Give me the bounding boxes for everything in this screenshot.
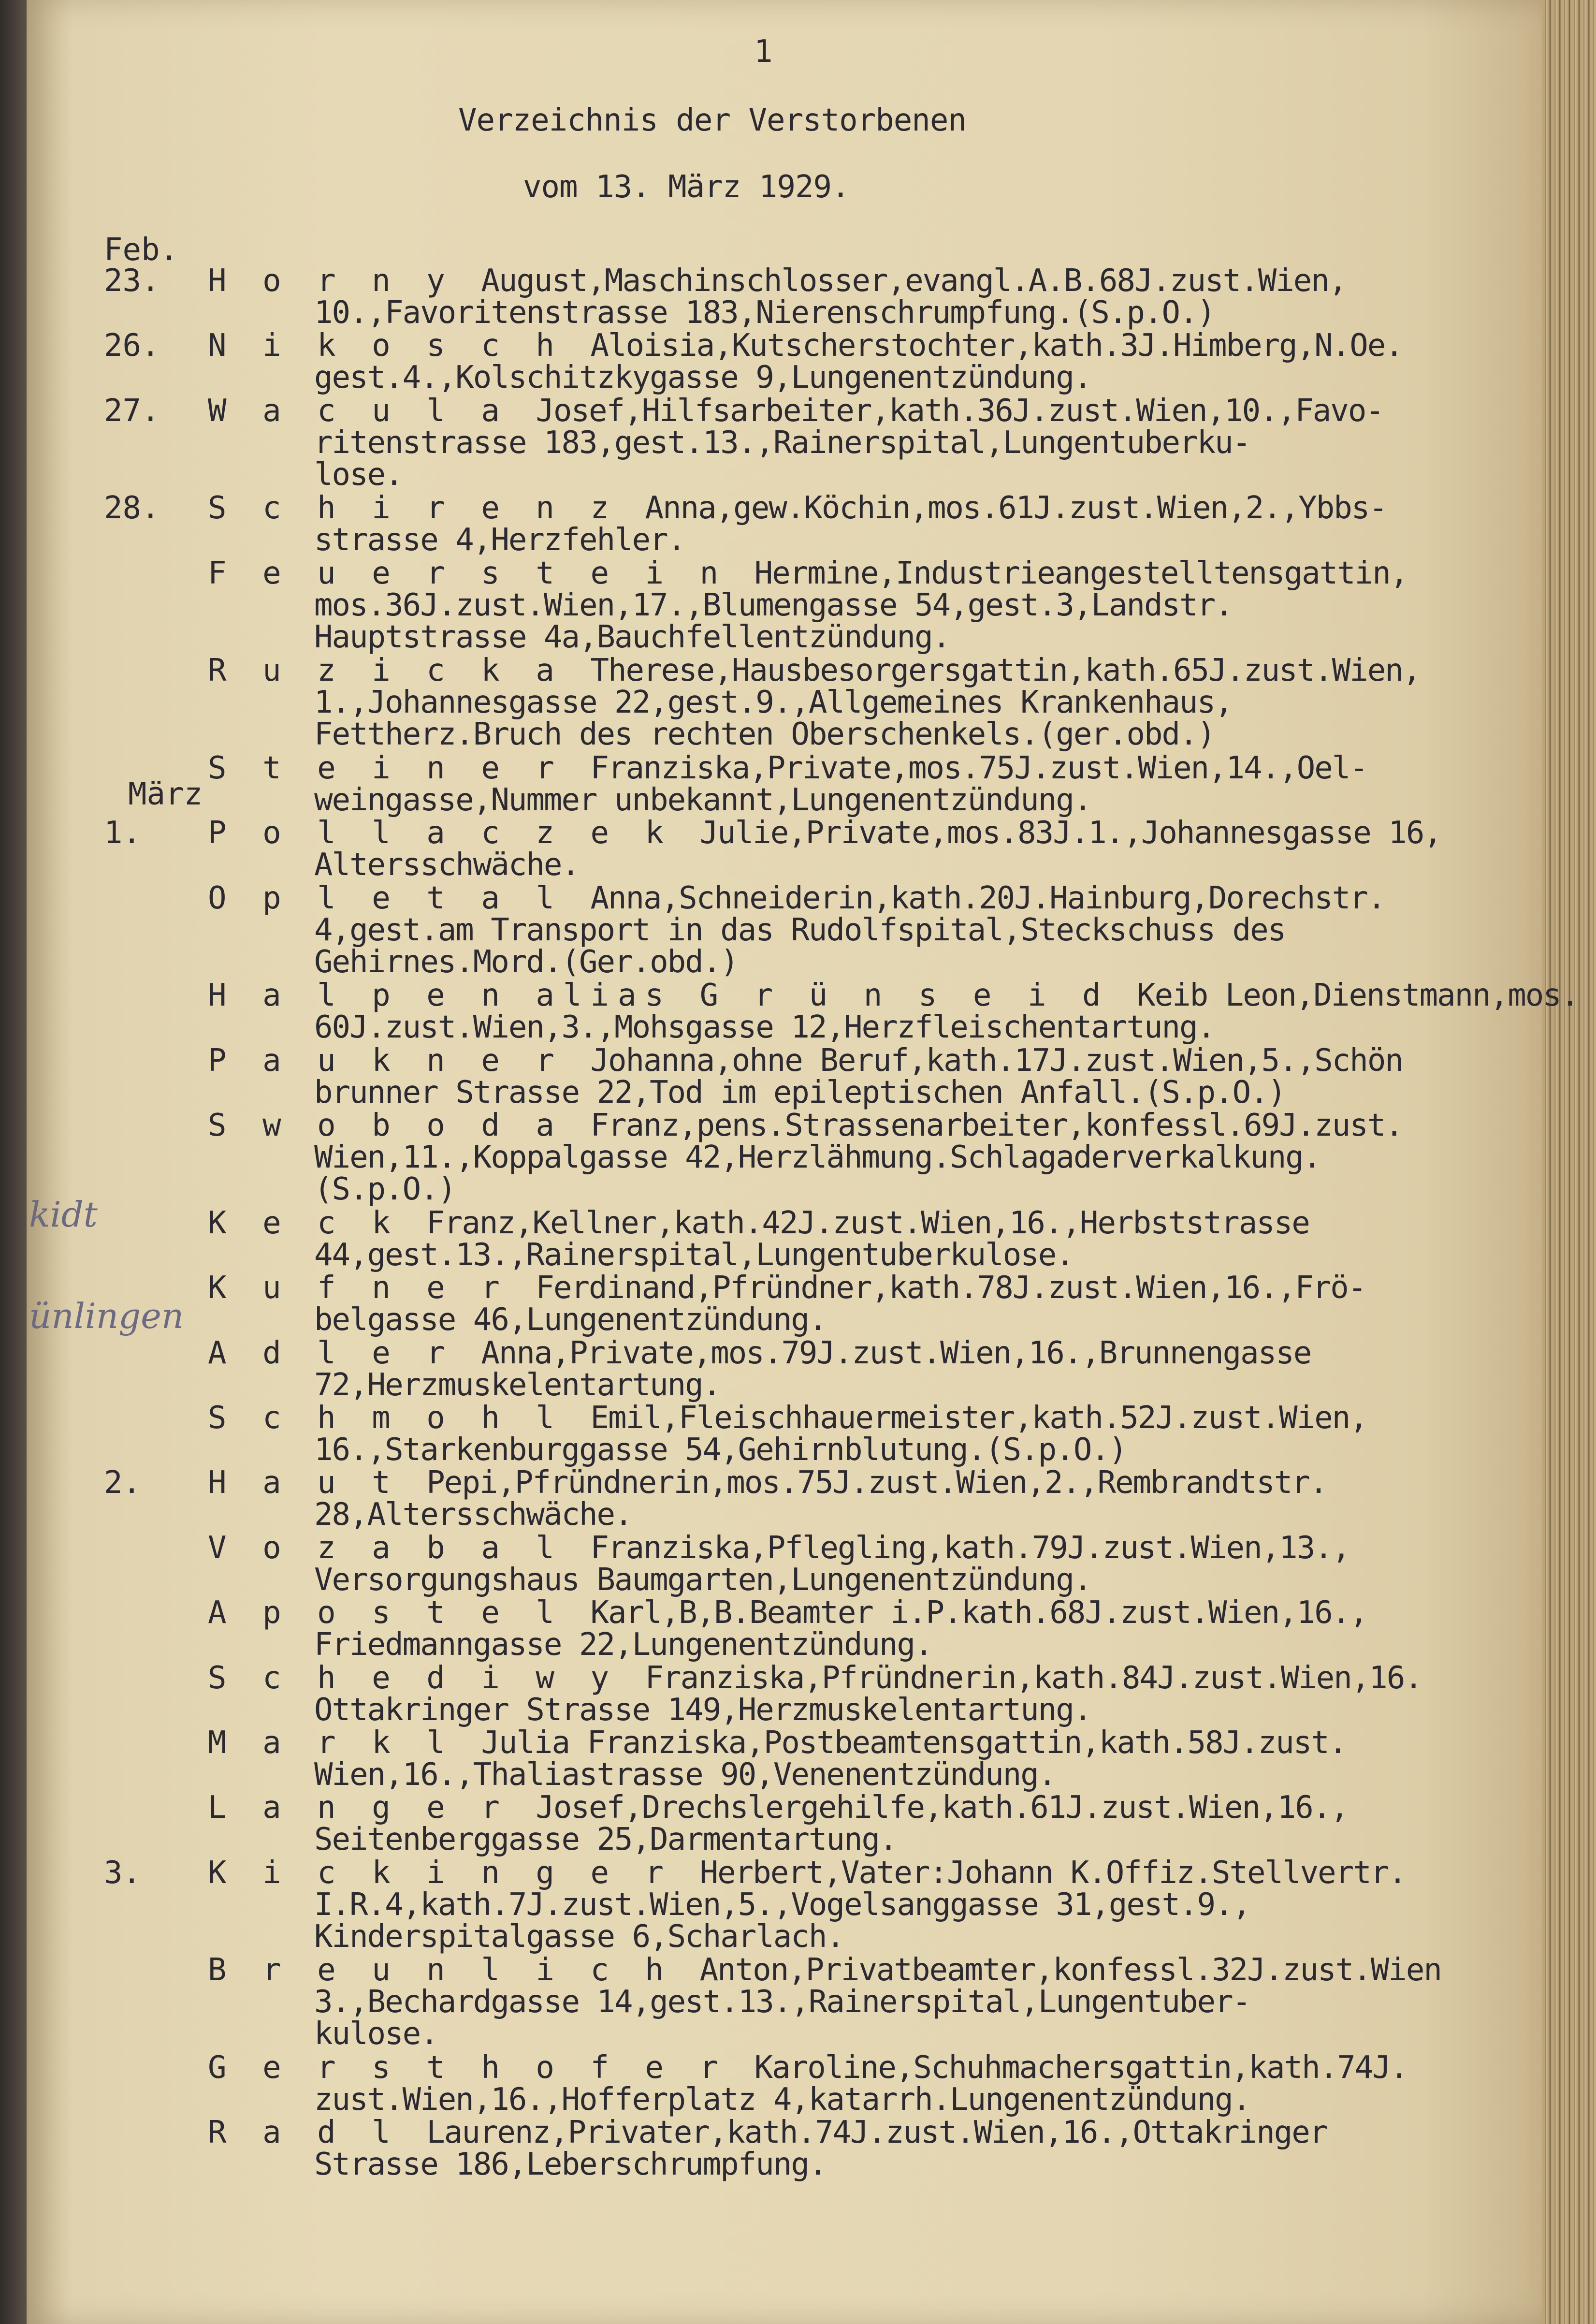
- entry-continuation-line: [208, 849, 1441, 881]
- register-entry: [208, 557, 1407, 653]
- register-entry: [208, 882, 1385, 978]
- entry-surname: G e r s t h o f e r: [208, 2050, 754, 2086]
- entry-date: 23.: [104, 263, 160, 299]
- entry-continuation-line: [208, 914, 1385, 946]
- entry-text: 44,gest.13.,Rainerspital,Lungentuberkulose.: [314, 1237, 1074, 1273]
- entry-continuation-line: [208, 1918, 1406, 1955]
- entry-text: brunner Strasse 22,Tod im epileptischen Anfall.(S.p.O.): [314, 1074, 1286, 1111]
- entry-text: Hermine,Industrieangestelltensgattin,: [754, 555, 1408, 591]
- entry-continuation-line: [208, 589, 1407, 621]
- entry-text: I.R.4,kath.7J.zust.Wien,5.,Vogelsanggasse 31,gest.9.,: [314, 1886, 1250, 1923]
- entry-first-line: [208, 1272, 1365, 1304]
- entry-surname: F e u e r s t e i n: [208, 555, 754, 591]
- register-entry: [208, 492, 1387, 556]
- entry-text: Aloisia,Kutscherstochter,kath.3J.Himberg,N.Oe.: [590, 328, 1403, 364]
- entry-date: 28.: [104, 490, 160, 526]
- entry-text: kulose.: [314, 2016, 438, 2052]
- entry-text: 60J.zust.Wien,3.,Mohsgasse 12,Herzfleischentartung.: [314, 1009, 1215, 1046]
- entry-text: Franziska,Private,mos.75J.zust.Wien,14.,Oel-: [590, 750, 1367, 786]
- entry-surname: V o z a b a l: [208, 1530, 591, 1566]
- entry-continuation-line: [208, 1886, 1406, 1923]
- entry-first-line: [208, 1792, 1348, 1824]
- entry-text: Versorgungshaus Baumgarten,Lungenentzündung.: [314, 1562, 1091, 1598]
- page-number: 1: [754, 34, 772, 70]
- entry-continuation-line: [208, 946, 1385, 978]
- entry-first-line: [208, 882, 1385, 914]
- entry-date: 1.: [104, 815, 142, 851]
- entry-text: Kinderspitalgasse 6,Scharlach.: [314, 1918, 844, 1955]
- register-entry: [208, 653, 1421, 753]
- entry-text: Anna,gew.Köchin,mos.61J.zust.Wien,2.,Ybbs-: [645, 490, 1387, 526]
- month-label-maerz: März: [128, 776, 203, 812]
- entry-first-line: [208, 1954, 1441, 1986]
- document-title: Verzeichnis der Verstorbenen: [458, 102, 966, 138]
- entry-text: strasse 4,Herzfehler.: [314, 522, 685, 558]
- register-entry: [208, 1727, 1346, 1791]
- entry-text: belgasse 46,Lungenentzündung.: [314, 1302, 827, 1338]
- entry-continuation-line: [208, 1824, 1348, 1856]
- register-entry: [208, 978, 1579, 1046]
- entry-text: Seitenberggasse 25,Darmentartung.: [314, 1822, 897, 1858]
- entry-continuation-line: [208, 2084, 1407, 2116]
- entry-continuation-line: [208, 1499, 1327, 1531]
- register-entry: [208, 1792, 1348, 1856]
- entry-continuation-line: [208, 685, 1420, 721]
- register-entry: [208, 1954, 1441, 2050]
- entry-first-line: [208, 655, 1420, 687]
- entry-text: Fettherz.Bruch des rechten Oberschenkels.(ger.obd.): [314, 716, 1215, 753]
- entry-first-line: [208, 1207, 1309, 1239]
- entry-continuation-line: [208, 1369, 1311, 1401]
- entry-date: 2.: [104, 1465, 142, 1501]
- entry-text: Franz,Kellner,kath.42J.zust.Wien,16.,Herbststrasse: [426, 1205, 1309, 1241]
- entry-text: Ferdinand,Pfründner,kath.78J.zust.Wien,16.,Frö-: [536, 1270, 1366, 1306]
- margin-note: ünlingen: [29, 1296, 184, 1336]
- entry-text: Ottakringer Strasse 149,Herzmuskelentartung.: [314, 1692, 1091, 1728]
- register-entry: [208, 1207, 1309, 1271]
- entry-surname: S c h i r e n z: [208, 490, 645, 526]
- entry-first-line: [208, 557, 1407, 589]
- entry-continuation-line: [208, 1239, 1309, 1271]
- entry-text: Emil,Fleischhauermeister,kath.52J.zust.Wien,: [590, 1400, 1367, 1436]
- entry-first-line: [208, 1727, 1346, 1759]
- register-entry: [208, 817, 1441, 881]
- register-entry: [208, 2115, 1327, 2183]
- entry-first-line: [208, 1662, 1422, 1694]
- entry-surname: A d l e r: [208, 1335, 481, 1371]
- entry-first-line: [208, 2052, 1407, 2084]
- entry-first-line: [208, 265, 1346, 297]
- entry-surname: B r e u n l i c h: [208, 1952, 700, 1988]
- entry-text: Anna,Private,mos.79J.zust.Wien,16.,Brunnengasse: [481, 1335, 1311, 1371]
- entry-text: 1.,Johannesgasse 22,gest.9.,Allgemeines Krankenhaus,: [314, 685, 1233, 721]
- entry-first-line: [208, 395, 1383, 427]
- book-page-edges: [1542, 0, 1596, 2324]
- register-entry: [208, 265, 1346, 329]
- entry-surname: H a u t: [208, 1465, 427, 1501]
- entry-text: ritenstrasse 183,gest.13.,Rainerspital,Lungentuberku-: [314, 424, 1250, 461]
- entry-continuation-line: [208, 1694, 1422, 1726]
- entry-text: 3.,Bechardgasse 14,gest.13.,Rainerspital,Lungentuber-: [314, 1984, 1250, 2020]
- entry-text: 28,Altersschwäche.: [314, 1497, 632, 1533]
- entry-text: (S.p.O.): [314, 1171, 456, 1208]
- entry-continuation-line: [208, 1140, 1403, 1176]
- entry-continuation-line: [208, 621, 1407, 653]
- entry-continuation-line: [208, 1564, 1349, 1596]
- entry-surname: S w o b o d a: [208, 1108, 591, 1144]
- entry-first-line: [208, 492, 1387, 524]
- entry-text: Herbert,Vater:Johann K.Offiz.Stellvertr.: [699, 1855, 1406, 1891]
- entry-surname: R a d l: [208, 2115, 427, 2151]
- entry-continuation-line: [208, 424, 1383, 461]
- entry-text: 72,Herzmuskelentartung.: [314, 1367, 721, 1403]
- entry-continuation-line: [208, 1009, 1578, 1046]
- register-entry: [208, 1467, 1327, 1531]
- entry-first-line: [208, 1337, 1311, 1369]
- entry-text: Anna,Schneiderin,kath.20J.Hainburg,Dorechstr.: [590, 880, 1385, 916]
- entry-continuation-line: [208, 716, 1420, 753]
- entry-text: weingasse,Nummer unbekannt,Lungenentzündung.: [314, 782, 1091, 818]
- entry-text: Gehirnes.Mord.(Ger.obd.): [314, 944, 738, 980]
- entry-surname: P a u k n e r: [208, 1042, 591, 1079]
- register-entry: [208, 1662, 1422, 1726]
- register-entry: [208, 752, 1367, 816]
- entry-text: mos.36J.zust.Wien,17.,Blumengasse 54,gest.3,Landstr.: [314, 587, 1233, 623]
- entry-first-line: [208, 752, 1367, 784]
- entry-surname: R u z i c k a: [208, 653, 591, 689]
- entry-text: Altersschwäche.: [314, 847, 579, 883]
- entry-text: Wien,16.,Thaliastrasse 90,Venenentzündung.: [314, 1757, 1056, 1793]
- entry-continuation-line: [208, 1304, 1365, 1336]
- entry-text: 16.,Starkenburggasse 54,Gehirnblutung.(S.p.O.): [314, 1432, 1127, 1468]
- entry-surname: K i c k i n g e r: [208, 1855, 700, 1891]
- entry-text: zust.Wien,16.,Hofferplatz 4,katarrh.Lungenentzündung.: [314, 2082, 1250, 2118]
- register-entry: [208, 1597, 1367, 1661]
- register-entry: [208, 330, 1403, 394]
- entry-text: August,Maschinschlosser,evangl.A.B.68J.zust.Wien,: [481, 263, 1347, 299]
- entry-text: gest.4.,Kolschitzkygasse 9,Lungenentzündung.: [314, 360, 1091, 396]
- entry-surname: W a c u l a: [208, 393, 536, 429]
- entry-continuation-line: [208, 1434, 1367, 1466]
- entry-continuation-line: [208, 1986, 1441, 2018]
- register-entry: [208, 395, 1383, 491]
- entry-first-line: [208, 1857, 1406, 1889]
- entry-text: Josef,Drechslergehilfe,kath.61J.zust.Wien,16.,: [536, 1790, 1348, 1826]
- register-entry: [208, 1532, 1349, 1596]
- register-entry: [208, 1402, 1367, 1466]
- entry-text: Johanna,ohne Beruf,kath.17J.zust.Wien,5.,Schön: [590, 1042, 1403, 1079]
- entry-text: Hauptstrasse 4a,Bauchfellentzündung.: [314, 619, 950, 655]
- entry-first-line: [208, 1042, 1403, 1079]
- entry-text: 4,gest.am Transport in das Rudolfspital,Steckschuss des: [314, 912, 1286, 948]
- entry-surname: S t e i n e r: [208, 750, 591, 786]
- entry-first-line: [208, 1597, 1367, 1629]
- entry-continuation-line: [208, 1759, 1346, 1791]
- entry-text: Anton,Privatbeamter,konfessl.32J.zust.Wien: [699, 1952, 1441, 1988]
- entry-text: Franz,pens.Strassenarbeiter,konfessl.69J.zust.: [590, 1108, 1403, 1144]
- entry-first-line: [208, 817, 1441, 849]
- entry-text: Julia Franziska,Postbeamtensgattin,kath.58J.zust.: [481, 1725, 1347, 1761]
- entry-text: Strasse 186,Leberschrumpfung.: [314, 2147, 827, 2183]
- entry-text: Friedmanngasse 22,Lungenentzündung.: [314, 1627, 932, 1663]
- entry-text: Pepi,Pfründnerin,mos.75J.zust.Wien,2.,Rembrandtstr.: [426, 1465, 1327, 1501]
- entry-first-line: [208, 978, 1579, 1014]
- entry-continuation-line: [208, 524, 1387, 556]
- entry-surname: K u f n e r: [208, 1270, 536, 1306]
- entry-surname: K e c k: [208, 1205, 427, 1241]
- entry-surname: S c h e d i w y: [208, 1660, 645, 1696]
- entry-date: 26.: [104, 328, 160, 364]
- entry-text: Karl,B,B.Beamter i.P.kath.68J.zust.Wien,16.,: [590, 1595, 1367, 1631]
- entry-surname: A p o s t e l: [208, 1595, 591, 1631]
- register-entry: [208, 1042, 1403, 1111]
- entry-first-line: [208, 1108, 1403, 1144]
- entry-surname: H o r n y: [208, 263, 481, 299]
- entry-date: 3.: [104, 1855, 142, 1891]
- entry-surname: P o l l a c z e k: [208, 815, 700, 851]
- entry-text: Therese,Hausbesorgersgattin,kath.65J.zust.Wien,: [590, 653, 1421, 689]
- entry-first-line: [208, 330, 1403, 362]
- entry-surname: L a n g e r: [208, 1790, 536, 1826]
- entry-text: Keib Leon,Dienstmann,mos.: [1137, 978, 1579, 1014]
- entry-surname: N i k o s c h: [208, 328, 591, 364]
- entry-continuation-line: [208, 1629, 1367, 1661]
- entry-text: Franziska,Pflegling,kath.79J.zust.Wien,13.,: [590, 1530, 1350, 1566]
- month-label-feb: Feb.: [104, 232, 179, 268]
- entry-text: Josef,Hilfsarbeiter,kath.36J.zust.Wien,10.,Favo-: [536, 393, 1383, 429]
- page-left-edge: [0, 0, 27, 2324]
- register-entry: [208, 1337, 1311, 1401]
- entry-continuation-line: [208, 362, 1403, 394]
- margin-note: kidt: [29, 1194, 98, 1235]
- entry-continuation-line: [208, 1074, 1403, 1111]
- entry-first-line: [208, 1467, 1327, 1499]
- entry-surname: H a l p e n alias G r ü n s e i d: [208, 978, 1137, 1014]
- register-entry: [208, 1108, 1403, 1208]
- document-subtitle: vom 13. März 1929.: [523, 169, 850, 205]
- entry-text: Franziska,Pfründnerin,kath.84J.zust.Wien,16.: [645, 1660, 1422, 1696]
- entry-first-line: [208, 1532, 1349, 1564]
- entry-text: Karoline,Schuhmachersgattin,kath.74J.: [754, 2050, 1408, 2086]
- entry-text: Wien,11.,Koppalgasse 42,Herzlähmung.Schlagaderverkalkung.: [314, 1140, 1321, 1176]
- entry-date: 27.: [104, 393, 160, 429]
- register-entry: [208, 1857, 1406, 1953]
- entry-first-line: [208, 2117, 1327, 2149]
- entry-surname: O p l e t a l: [208, 880, 591, 916]
- entry-continuation-line: [208, 784, 1367, 816]
- entry-continuation-line: [208, 2018, 1441, 2050]
- register-entry: [208, 2052, 1407, 2116]
- entry-surname: M a r k l: [208, 1725, 481, 1761]
- entry-continuation-line: [208, 297, 1346, 329]
- entry-surname: S c h m o h l: [208, 1400, 591, 1436]
- entry-continuation-line: [208, 2147, 1327, 2183]
- entry-text: lose.: [314, 456, 403, 493]
- entry-text: 10.,Favoritenstrasse 183,Nierenschrumpfung.(S.p.O.): [314, 295, 1215, 331]
- entry-continuation-line: [208, 456, 1383, 493]
- register-entry: [208, 1272, 1365, 1336]
- entry-first-line: [208, 1402, 1367, 1434]
- entry-text: Julie,Private,mos.83J.1.,Johannesgasse 16,: [699, 815, 1441, 851]
- entry-continuation-line: [208, 1171, 1403, 1208]
- entry-text: Laurenz,Privater,kath.74J.zust.Wien,16.,Ottakringer: [426, 2115, 1327, 2151]
